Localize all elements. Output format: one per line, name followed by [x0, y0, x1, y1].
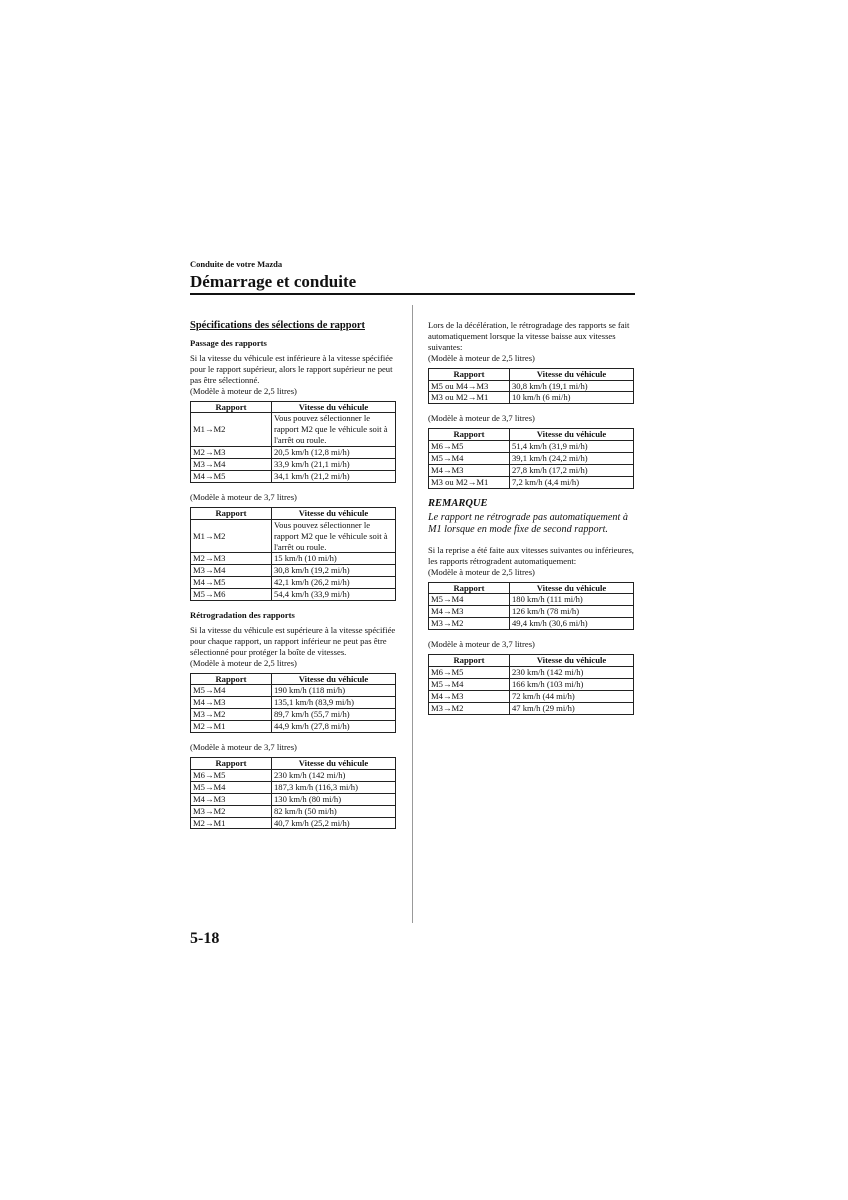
gear-table	[190, 401, 396, 483]
right-column	[428, 320, 634, 724]
gear-cell: M5→M4	[191, 781, 272, 793]
table-row	[191, 470, 396, 482]
table-header-row	[191, 673, 396, 685]
table-row	[429, 666, 634, 678]
gear-cell: M6→M5	[429, 666, 510, 678]
speed-cell: 10 km/h (6 mi/h)	[510, 392, 634, 404]
column-header: Vitesse du véhicule	[510, 655, 634, 667]
gear-cell: M5 ou M4→M3	[429, 380, 510, 392]
table-row	[191, 459, 396, 471]
gear-table	[190, 757, 396, 829]
column-header: Vitesse du véhicule	[272, 758, 396, 770]
table-row	[429, 618, 634, 630]
table-row	[429, 678, 634, 690]
speed-cell: 82 km/h (50 mi/h)	[272, 805, 396, 817]
column-header: Rapport	[429, 582, 510, 594]
speed-cell: 230 km/h (142 mi/h)	[272, 769, 396, 781]
table-row	[191, 781, 396, 793]
speed-cell: 166 km/h (103 mi/h)	[510, 678, 634, 690]
page-number: 5-18	[190, 930, 220, 947]
speed-cell: 190 km/h (118 mi/h)	[272, 685, 396, 697]
speed-cell: 180 km/h (111 mi/h)	[510, 594, 634, 606]
page-header	[190, 259, 356, 292]
left-column	[190, 320, 396, 838]
table-row	[429, 380, 634, 392]
gear-cell: M4→M3	[429, 606, 510, 618]
gear-cell: M4→M3	[429, 464, 510, 476]
table-row	[429, 702, 634, 714]
gear-cell: M3→M2	[191, 709, 272, 721]
table-row	[429, 690, 634, 702]
column-header: Rapport	[191, 673, 272, 685]
column-header: Rapport	[429, 655, 510, 667]
speed-cell: 51,4 km/h (31,9 mi/h)	[510, 441, 634, 453]
model-label: (Modèle à moteur de 2,5 litres)	[190, 385, 297, 396]
gear-cell: M3→M2	[429, 618, 510, 630]
gear-cell: M1→M2	[191, 519, 272, 553]
table-row	[191, 685, 396, 697]
model-label: (Modèle à moteur de 2,5 litres)	[428, 566, 535, 577]
speed-cell: 54,4 km/h (33,9 mi/h)	[272, 589, 396, 601]
speed-cell: 49,4 km/h (30,6 mi/h)	[510, 618, 634, 630]
table-header-row	[429, 368, 634, 380]
speed-cell: 230 km/h (142 mi/h)	[510, 666, 634, 678]
table-row	[429, 392, 634, 404]
speed-cell: 42,1 km/h (26,2 mi/h)	[272, 577, 396, 589]
gear-cell: M3 ou M2→M1	[429, 392, 510, 404]
note-text: Le rapport ne rétrograde pas automatiquement à M1 lorsque en mode fixe de second rapport.	[428, 511, 628, 536]
column-header: Vitesse du véhicule	[510, 582, 634, 594]
table-row	[429, 476, 634, 488]
table-row	[191, 413, 396, 447]
paragraph: Si la reprise a été faite aux vitesses suivantes ou inférieures, les rapports rétrogradent automatiquement:	[428, 544, 634, 566]
column-header: Rapport	[429, 429, 510, 441]
speed-cell: 30,8 km/h (19,1 mi/h)	[510, 380, 634, 392]
column-header: Vitesse du véhicule	[272, 401, 396, 413]
speed-cell: 7,2 km/h (4,4 mi/h)	[510, 476, 634, 488]
paragraph: Lors de la décélération, le rétrogradage des rapports se fait automatiquement lorsque la vitesse baisse aux vitesses suivantes:	[428, 320, 630, 352]
speed-cell: 30,8 km/h (19,2 mi/h)	[272, 565, 396, 577]
table-row	[191, 577, 396, 589]
gear-cell: M1→M2	[191, 413, 272, 447]
table-row	[191, 817, 396, 829]
table-row	[429, 453, 634, 465]
speed-cell: 187,3 km/h (116,3 mi/h)	[272, 781, 396, 793]
table-header-row	[429, 429, 634, 441]
table-row	[429, 594, 634, 606]
gear-table	[190, 673, 396, 734]
speed-cell: 20,5 km/h (12,8 mi/h)	[272, 447, 396, 459]
table-header-row	[191, 507, 396, 519]
chapter-label: Conduite de votre Mazda	[190, 259, 283, 269]
gear-cell: M3→M2	[429, 702, 510, 714]
column-header: Rapport	[429, 368, 510, 380]
header-rule	[190, 293, 635, 295]
gear-cell: M6→M5	[429, 441, 510, 453]
speed-cell: Vous pouvez sélectionner le rapport M2 que le véhicule soit à l'arrêt ou roule.	[272, 519, 396, 553]
speed-cell: 89,7 km/h (55,7 mi/h)	[272, 709, 396, 721]
table-row	[429, 464, 634, 476]
speed-cell: 44,9 km/h (27,8 mi/h)	[272, 721, 396, 733]
column-header: Vitesse du véhicule	[510, 429, 634, 441]
gear-cell: M4→M3	[191, 697, 272, 709]
speed-cell: 39,1 km/h (24,2 mi/h)	[510, 453, 634, 465]
table-row	[191, 553, 396, 565]
gear-cell: M4→M3	[429, 690, 510, 702]
table-header-row	[191, 401, 396, 413]
column-header: Rapport	[191, 507, 272, 519]
table-header-row	[191, 758, 396, 770]
gear-cell: M5→M6	[191, 589, 272, 601]
gear-cell: M3→M4	[191, 459, 272, 471]
table-row	[191, 805, 396, 817]
speed-cell: 47 km/h (29 mi/h)	[510, 702, 634, 714]
gear-table	[190, 507, 396, 601]
paragraph: Si la vitesse du véhicule est inférieure à la vitesse spécifiée pour le rapport supérieur, alors le rapport supérieur ne peut pas être sélectionné.	[190, 352, 393, 385]
subheading-upshift: Passage des rapports	[190, 338, 267, 348]
speed-cell: 40,7 km/h (25,2 mi/h)	[272, 817, 396, 829]
table-row	[191, 769, 396, 781]
gear-cell: M5→M4	[429, 594, 510, 606]
gear-cell: M3 ou M2→M1	[429, 476, 510, 488]
table-row	[191, 721, 396, 733]
speed-cell: 135,1 km/h (83,9 mi/h)	[272, 697, 396, 709]
gear-cell: M5→M4	[191, 685, 272, 697]
speed-cell: 15 km/h (10 mi/h)	[272, 553, 396, 565]
gear-cell: M5→M4	[429, 678, 510, 690]
model-label: (Modèle à moteur de 3,7 litres)	[190, 742, 297, 753]
table-row	[429, 441, 634, 453]
gear-cell: M3→M4	[191, 565, 272, 577]
speed-cell: 27,8 km/h (17,2 mi/h)	[510, 464, 634, 476]
speed-cell: 126 km/h (78 mi/h)	[510, 606, 634, 618]
speed-cell: 34,1 km/h (21,2 mi/h)	[272, 470, 396, 482]
gear-cell: M3→M2	[191, 805, 272, 817]
column-header: Vitesse du véhicule	[510, 368, 634, 380]
page-title: Démarrage et conduite	[190, 272, 357, 291]
speed-cell: 72 km/h (44 mi/h)	[510, 690, 634, 702]
speed-cell: 130 km/h (80 mi/h)	[272, 793, 396, 805]
column-header: Rapport	[191, 758, 272, 770]
gear-cell: M2→M1	[191, 721, 272, 733]
table-row	[191, 793, 396, 805]
gear-cell: M2→M3	[191, 447, 272, 459]
model-label: (Modèle à moteur de 3,7 litres)	[428, 639, 535, 650]
gear-cell: M2→M1	[191, 817, 272, 829]
gear-cell: M4→M3	[191, 793, 272, 805]
table-row	[191, 709, 396, 721]
column-header: Rapport	[191, 401, 272, 413]
gear-cell: M6→M5	[191, 769, 272, 781]
table-row	[191, 519, 396, 553]
column-header: Vitesse du véhicule	[272, 673, 396, 685]
table-header-row	[429, 582, 634, 594]
model-label: (Modèle à moteur de 2,5 litres)	[190, 657, 297, 668]
table-header-row	[429, 655, 634, 667]
section-title: Spécifications des sélections de rapport	[190, 320, 365, 331]
speed-cell: Vous pouvez sélectionner le rapport M2 que le véhicule soit à l'arrêt ou roule.	[272, 413, 396, 447]
paragraph: Si la vitesse du véhicule est supérieure à la vitesse spécifiée pour chaque rapport, un rapport inférieur ne peut pas être sélectionné pour protéger la boîte de vitesses.	[190, 624, 396, 657]
gear-table	[428, 428, 634, 489]
subheading-downshift: Rétrogradation des rapports	[190, 610, 295, 621]
gear-table	[428, 654, 634, 715]
table-row	[191, 565, 396, 577]
model-label: (Modèle à moteur de 3,7 litres)	[428, 413, 535, 424]
column-divider	[412, 305, 413, 923]
note-heading: REMARQUE	[428, 497, 488, 509]
table-row	[191, 589, 396, 601]
gear-cell: M4→M5	[191, 577, 272, 589]
model-label: (Modèle à moteur de 2,5 litres)	[428, 352, 535, 363]
speed-cell: 33,9 km/h (21,1 mi/h)	[272, 459, 396, 471]
gear-table	[428, 368, 634, 405]
gear-cell: M2→M3	[191, 553, 272, 565]
table-row	[191, 447, 396, 459]
table-row	[191, 697, 396, 709]
model-label: (Modèle à moteur de 3,7 litres)	[190, 491, 297, 502]
gear-cell: M5→M4	[429, 453, 510, 465]
gear-table	[428, 582, 634, 631]
table-row	[429, 606, 634, 618]
column-header: Vitesse du véhicule	[272, 507, 396, 519]
gear-cell: M4→M5	[191, 470, 272, 482]
